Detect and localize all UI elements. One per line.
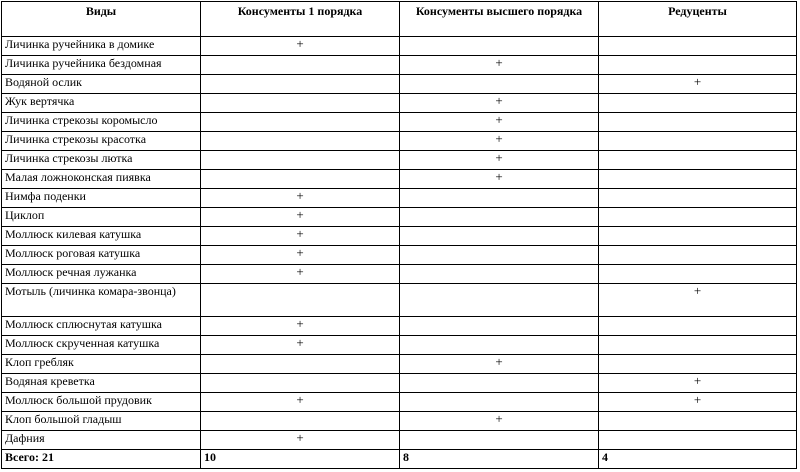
consumers-1-cell: [201, 56, 400, 75]
reducers-cell: [599, 336, 797, 355]
header-consumers-1: Консументы 1 порядка: [201, 2, 400, 37]
consumers-higher-cell: [400, 317, 599, 336]
totals-reducers: 4: [599, 450, 797, 469]
consumers-1-cell: [201, 374, 400, 393]
species-cell: Личинка стрекозы коромысло: [2, 113, 201, 132]
table-row: [2, 265, 797, 284]
reducers-cell: [599, 317, 797, 336]
consumers-higher-cell: +: [400, 113, 599, 132]
consumers-higher-cell: [400, 336, 599, 355]
header-species: Виды: [2, 2, 201, 37]
consumers-higher-cell: +: [400, 94, 599, 113]
consumers-higher-cell: [400, 284, 599, 317]
consumers-1-cell: +: [201, 393, 400, 412]
consumers-1-cell: [201, 94, 400, 113]
consumers-1-cell: [201, 113, 400, 132]
table-row: [2, 94, 797, 113]
reducers-cell: [599, 208, 797, 227]
header-reducers: Редуценты: [599, 2, 797, 37]
table-row: [2, 132, 797, 151]
consumers-1-cell: +: [201, 431, 400, 450]
table-row: [2, 170, 797, 189]
consumers-1-cell: +: [201, 37, 400, 56]
consumers-higher-cell: [400, 208, 599, 227]
reducers-cell: [599, 37, 797, 56]
consumers-higher-cell: [400, 393, 599, 412]
table-row: [2, 412, 797, 431]
totals-label: Всего: 21: [2, 450, 201, 469]
table-row: [2, 336, 797, 355]
reducers-cell: [599, 265, 797, 284]
table-row: [2, 151, 797, 170]
consumers-1-cell: [201, 151, 400, 170]
consumers-higher-cell: +: [400, 170, 599, 189]
species-cell: Циклоп: [2, 208, 201, 227]
species-cell: Моллюск речная лужанка: [2, 265, 201, 284]
species-cell: Личинка стрекозы лютка: [2, 151, 201, 170]
table-row: [2, 317, 797, 336]
species-cell: Моллюск скрученная катушка: [2, 336, 201, 355]
totals-consumers-1: 10: [201, 450, 400, 469]
species-cell: Личинка ручейника бездомная: [2, 56, 201, 75]
consumers-higher-cell: +: [400, 412, 599, 431]
species-cell: Жук вертячка: [2, 94, 201, 113]
species-cell: Клоп большой гладыш: [2, 412, 201, 431]
reducers-cell: [599, 189, 797, 208]
consumers-1-cell: [201, 75, 400, 94]
reducers-cell: [599, 151, 797, 170]
species-cell: Мотыль (личинка комара-звонца): [2, 284, 201, 317]
header-consumers-higher: Консументы высшего порядка: [400, 2, 599, 37]
consumers-higher-cell: [400, 374, 599, 393]
consumers-1-cell: +: [201, 208, 400, 227]
table-row: [2, 227, 797, 246]
consumers-higher-cell: [400, 227, 599, 246]
table-row: [2, 56, 797, 75]
reducers-cell: [599, 227, 797, 246]
consumers-higher-cell: [400, 265, 599, 284]
totals-row: [2, 450, 797, 469]
species-cell: Моллюск большой прудовик: [2, 393, 201, 412]
table-row: [2, 393, 797, 412]
species-cell: Водяной ослик: [2, 75, 201, 94]
species-cell: Клоп гребляк: [2, 355, 201, 374]
consumers-higher-cell: [400, 75, 599, 94]
reducers-cell: [599, 170, 797, 189]
table-row: [2, 208, 797, 227]
reducers-cell: [599, 94, 797, 113]
reducers-cell: [599, 113, 797, 132]
consumers-1-cell: [201, 284, 400, 317]
species-cell: Малая ложноконская пиявка: [2, 170, 201, 189]
species-cell: Моллюск сплюснутая катушка: [2, 317, 201, 336]
species-cell: Нимфа поденки: [2, 189, 201, 208]
consumers-1-cell: +: [201, 265, 400, 284]
consumers-1-cell: [201, 132, 400, 151]
reducers-cell: [599, 412, 797, 431]
species-cell: Дафния: [2, 431, 201, 450]
table-row: [2, 189, 797, 208]
consumers-higher-cell: +: [400, 56, 599, 75]
table-row: [2, 355, 797, 374]
table-row: [2, 75, 797, 94]
table-row: [2, 113, 797, 132]
consumers-higher-cell: +: [400, 151, 599, 170]
reducers-cell: [599, 132, 797, 151]
species-cell: Моллюск роговая катушка: [2, 246, 201, 265]
species-cell: Личинка стрекозы красотка: [2, 132, 201, 151]
reducers-cell: +: [599, 75, 797, 94]
consumers-higher-cell: [400, 37, 599, 56]
reducers-cell: +: [599, 374, 797, 393]
consumers-1-cell: +: [201, 227, 400, 246]
reducers-cell: [599, 246, 797, 265]
species-cell: Личинка ручейника в домике: [2, 37, 201, 56]
consumers-higher-cell: [400, 246, 599, 265]
consumers-1-cell: +: [201, 317, 400, 336]
consumers-higher-cell: [400, 189, 599, 208]
species-table: [1, 1, 797, 469]
table-row: [2, 431, 797, 450]
species-cell: Водяная креветка: [2, 374, 201, 393]
table-row: [2, 37, 797, 56]
totals-consumers-higher: 8: [400, 450, 599, 469]
species-cell: Моллюск килевая катушка: [2, 227, 201, 246]
consumers-1-cell: +: [201, 246, 400, 265]
consumers-higher-cell: [400, 431, 599, 450]
reducers-cell: [599, 431, 797, 450]
consumers-higher-cell: +: [400, 132, 599, 151]
reducers-cell: +: [599, 393, 797, 412]
reducers-cell: [599, 355, 797, 374]
reducers-cell: +: [599, 284, 797, 317]
consumers-higher-cell: +: [400, 355, 599, 374]
table-row: [2, 284, 797, 317]
consumers-1-cell: +: [201, 189, 400, 208]
header-row: [2, 2, 797, 37]
consumers-1-cell: [201, 170, 400, 189]
consumers-1-cell: [201, 355, 400, 374]
consumers-1-cell: +: [201, 336, 400, 355]
table-row: [2, 374, 797, 393]
table-row: [2, 246, 797, 265]
reducers-cell: [599, 56, 797, 75]
consumers-1-cell: [201, 412, 400, 431]
